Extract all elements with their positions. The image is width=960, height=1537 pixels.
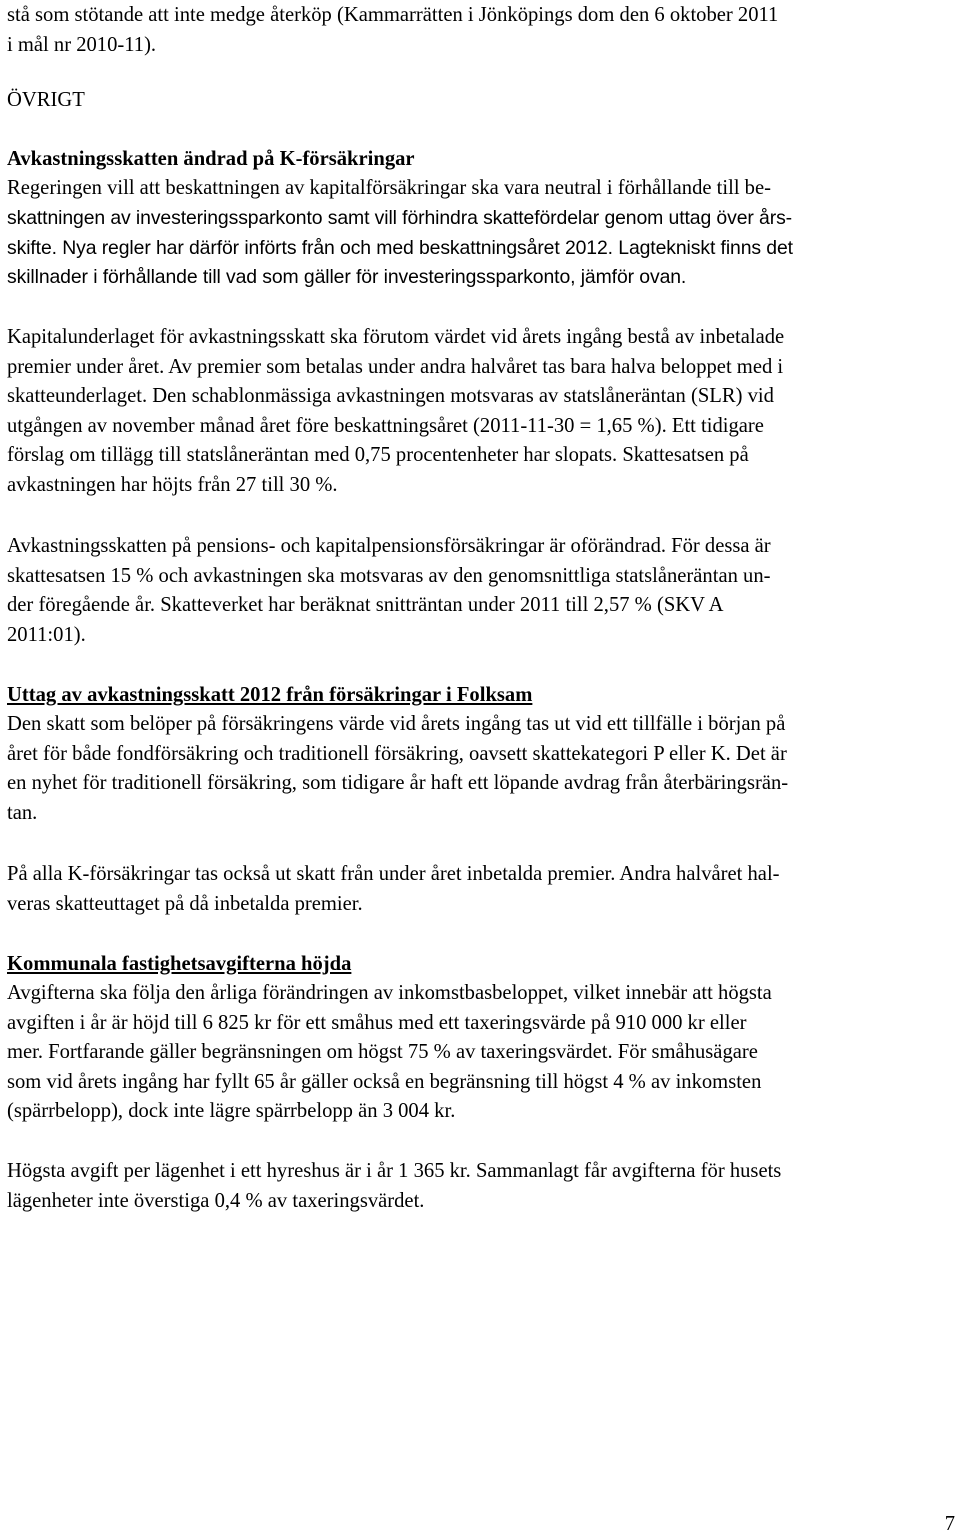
paragraph-kapitalunderlaget: Kapitalunderlaget för avkastningsskatt ska förutom värdet vid årets ingång bestå av inbetalade premier under året. Av premier som betalas under andra halvåret tas bara halva beloppet med i skatteunderlaget. Den schablonmässiga avkastningen motsvaras av statslåneräntan (SLR) vid utgången av november månad året före beskattningsåret (2011-11-30 = 1,65 %). Ett tidigare förslag om tillägg till statslåneräntan med 0,75 procentenheter har slopats. Skattesatsen på avkastningen har höjts från 27 till 30 %. xyxy=(7,326,785,496)
paragraph-skatt-belöper: Den skatt som belöper på försäkringens värde vid årets ingång tas ut vid ett tillfälle i början på året för både fondförsäkring och traditionell försäkring, oavsett skattekategori P eller K. Det är en nyhet för traditionell försäkring, som tidigare år haft ett löpande avdrag från återbäringsrän- tan. xyxy=(7,713,789,824)
heading-fastighetsavgifter: Kommunala fastighetsavgifterna höjda xyxy=(7,953,352,975)
paragraph-k-forsakringar: På alla K-försäkringar tas också ut skatt från under året inbetalda premier. Andra halvåret hal- veras skatteuttaget på då inbetalda premier. xyxy=(7,863,780,915)
heading-avkastningsskatt: Avkastningsskatten ändrad på K-försäkringar xyxy=(7,148,415,170)
paragraph-regeringen: skattningen av investeringssparkonto samt vill förhindra skattefördelar genom uttag över års- skifte. Nya regler har därför införts från och med beskattningsåret 2012. Lagtekniskt finns det skillnader i förhållande till vad som gäller för investeringssparkonto, jämför ovan. xyxy=(7,207,793,288)
page-number: 7 xyxy=(944,1513,955,1535)
section-title: ÖVRIGT xyxy=(7,89,85,111)
heading-uttag-folksam: Uttag av avkastningsskatt 2012 från försäkringar i Folksam xyxy=(7,684,533,706)
intro-paragraph: stå som stötande att inte medge återköp (Kammarrätten i Jönköpings dom den 6 oktober 2011 i mål nr 2010-11). xyxy=(7,4,779,56)
paragraph-regeringen-first-line: Regeringen vill att beskattningen av kapitalförsäkringar ska vara neutral i förhållande till be- xyxy=(7,177,771,199)
paragraph-avgifterna: Avgifterna ska följa den årliga förändringen av inkomstbasbeloppet, vilket innebär att högsta avgiften i år är höjd till 6 825 kr för ett småhus med ett taxeringsvärde på 910 000 kr eller mer. Fortfarande gäller begränsningen om högst 75 % av taxeringsvärdet. För småhusägare som vid årets ingång har fyllt 65 år gäller också en begränsning till högst 4 % av inkomsten (spärrbelopp), dock inte lägre spärrbelopp än 3 004 kr. xyxy=(7,982,772,1122)
paragraph-pensionsforsakringar: Avkastningsskatten på pensions- och kapitalpensionsförsäkringar är oförändrad. För dessa är skattesatsen 15 % och avkastningen ska motsvaras av den genomsnittliga statslåneräntan un- der föregående år. Skatteverket har beräknat snitträntan under 2011 till 2,57 % (SKV A 2011:01). xyxy=(7,535,771,646)
paragraph-hyreshus: Högsta avgift per lägenhet i ett hyreshus är i år 1 365 kr. Sammanlagt får avgifterna för husets lägenheter inte överstiga 0,4 % av taxeringsvärdet. xyxy=(7,1160,782,1212)
